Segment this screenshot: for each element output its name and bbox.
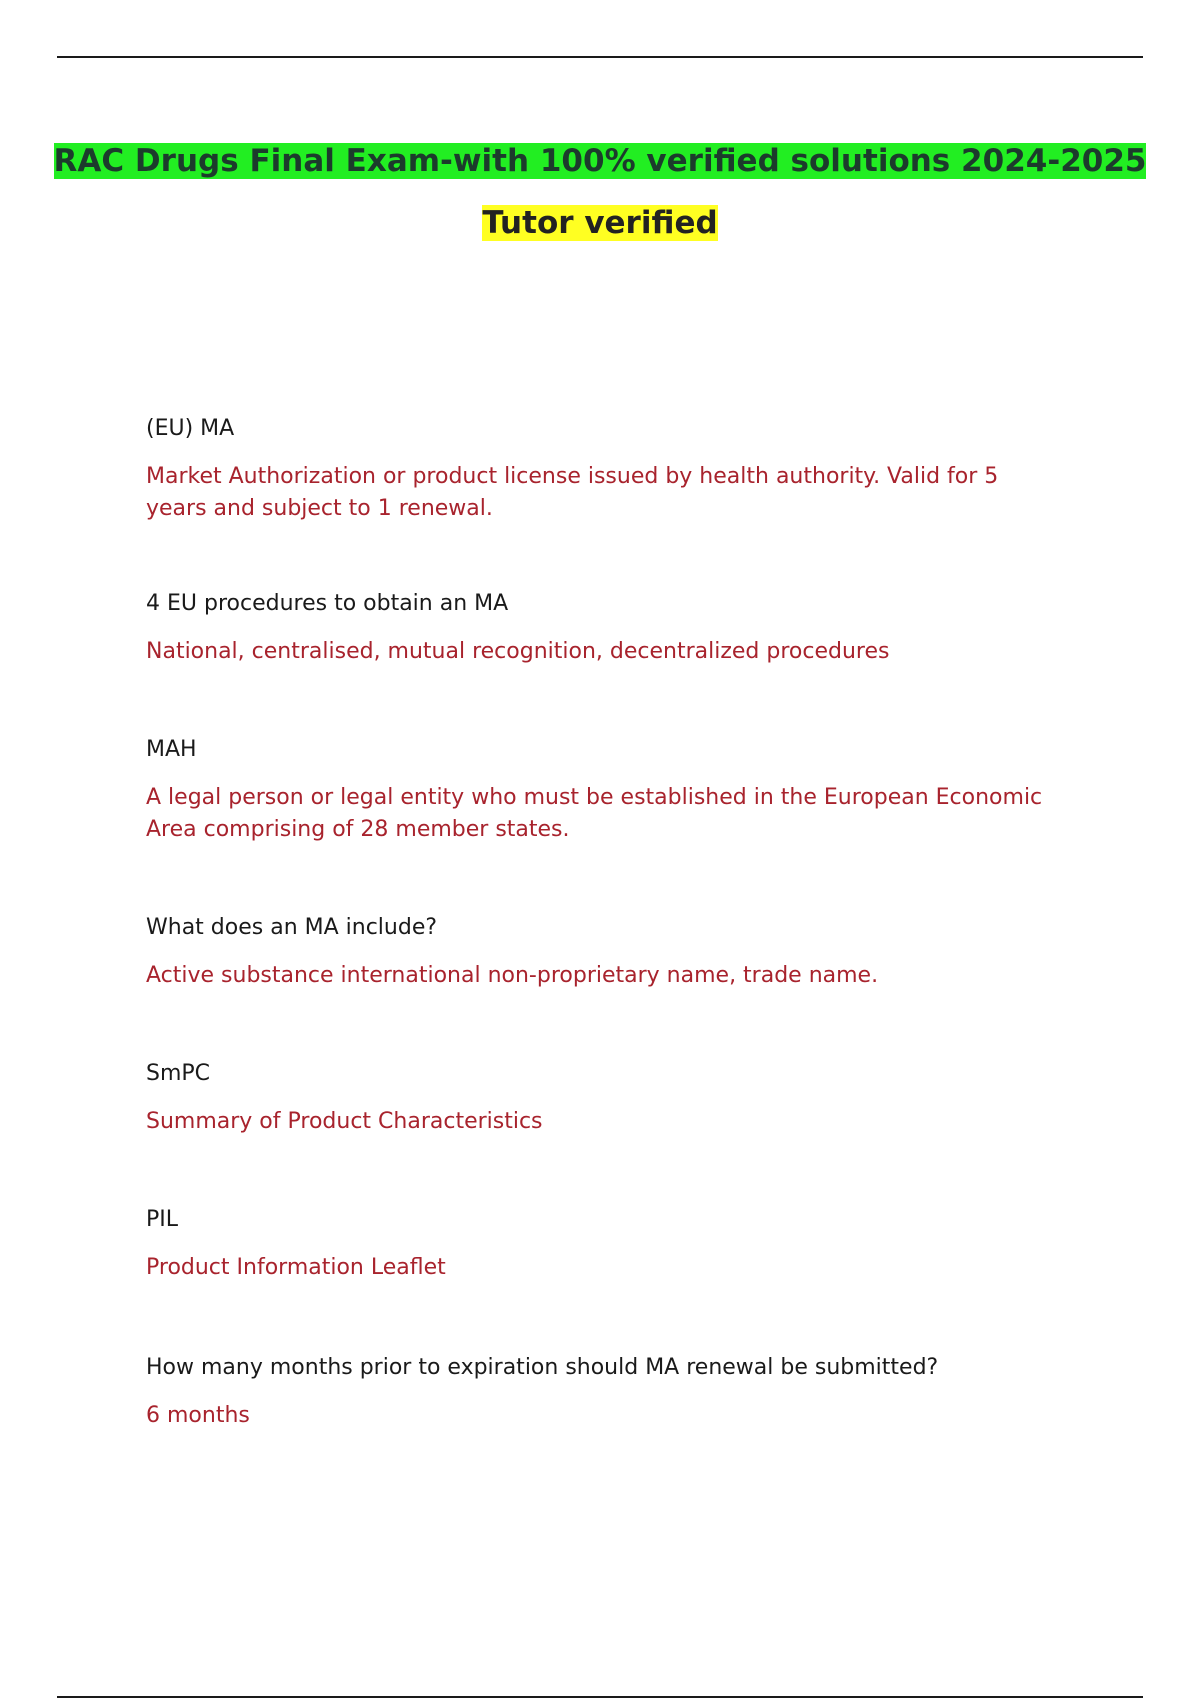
qa-item-5: [146, 1058, 1046, 1138]
answer: Market Authorization or product license issued by health authority. Valid for 5 years and subject to 1 renewal.: [146, 464, 999, 521]
title-block: [0, 142, 1200, 242]
question: PIL: [146, 1207, 179, 1232]
answer: Summary of Product Characteristics: [146, 1109, 543, 1134]
question: (EU) MA: [146, 416, 235, 441]
question: 4 EU procedures to obtain an MA: [146, 591, 509, 616]
qa-list: [146, 413, 1046, 1432]
document-subtitle: [0, 204, 1200, 242]
qa-item-7: [146, 1352, 1046, 1432]
qa-item-3: [146, 734, 1046, 846]
answer: Active substance international non-proprietary name, trade name.: [146, 963, 879, 988]
document-subtitle-text: Tutor verified: [482, 205, 718, 241]
document-title: [0, 142, 1200, 180]
top-rule: [57, 56, 1143, 58]
answer: 6 months: [146, 1403, 250, 1428]
question: What does an MA include?: [146, 915, 438, 940]
qa-item-6: [146, 1204, 1046, 1284]
qa-item-2: [146, 588, 1046, 668]
answer: National, centralised, mutual recognition, decentralized procedures: [146, 639, 890, 664]
bottom-rule: [57, 1696, 1143, 1698]
question: MAH: [146, 737, 197, 762]
qa-item-4: [146, 912, 1046, 992]
answer: A legal person or legal entity who must be established in the European Economic Area comprising of 28 member states.: [146, 785, 1043, 842]
answer: Product Information Leaflet: [146, 1255, 446, 1280]
question: SmPC: [146, 1061, 211, 1086]
qa-item-1: [146, 413, 1046, 525]
document-title-text: RAC Drugs Final Exam-with 100% verified solutions 2024-2025: [53, 143, 1147, 179]
question: How many months prior to expiration should MA renewal be submitted?: [146, 1355, 939, 1380]
